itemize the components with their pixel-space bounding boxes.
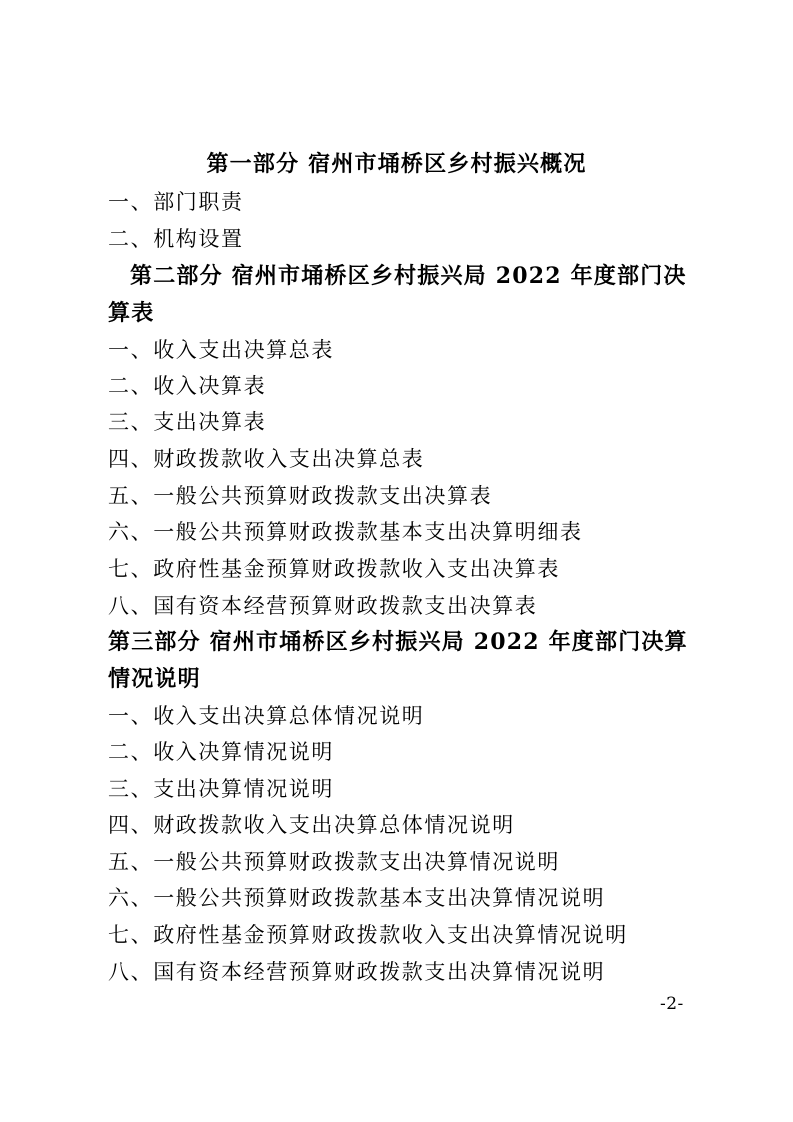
part2-heading-line1: 第二部分 宿州市埇桥区乡村振兴局 2022 年度部门决: [130, 263, 687, 289]
part3-item-3: 三、支出决算情况说明: [108, 777, 334, 801]
part3-item-8: 八、国有资本经营预算财政拨款支出决算情况说明: [108, 960, 606, 984]
part1-item-1: 一、部门职责: [108, 190, 244, 214]
part3-heading-line2: 情况说明: [108, 666, 201, 692]
part3-item-2: 二、收入决算情况说明: [108, 740, 334, 764]
part3-item-7: 七、政府性基金预算财政拨款收入支出决算情况说明: [108, 923, 628, 947]
part3-item-5: 五、一般公共预算财政拨款支出决算情况说明: [108, 850, 560, 874]
part1-item-2: 二、机构设置: [108, 227, 244, 251]
part2-item-5: 五、一般公共预算财政拨款支出决算表: [108, 484, 493, 508]
part1-heading: 第一部分 宿州市埇桥区乡村振兴概况: [206, 151, 587, 177]
part3-item-6: 六、一般公共预算财政拨款基本支出决算情况说明: [108, 886, 606, 910]
part2-item-7: 七、政府性基金预算财政拨款收入支出决算表: [108, 557, 560, 581]
part2-item-8: 八、国有资本经营预算财政拨款支出决算表: [108, 594, 538, 618]
part3-item-4: 四、财政拨款收入支出决算总体情况说明: [108, 813, 515, 837]
part3-item-1: 一、收入支出决算总体情况说明: [108, 704, 425, 728]
part2-item-2: 二、收入决算表: [108, 374, 267, 398]
part2-item-1: 一、收入支出决算总表: [108, 338, 334, 362]
part2-item-4: 四、财政拨款收入支出决算总表: [108, 447, 425, 471]
page-number: -2-: [660, 994, 684, 1014]
part3-heading-line1: 第三部分 宿州市埇桥区乡村振兴局 2022 年度部门决算: [108, 629, 688, 655]
part2-item-6: 六、一般公共预算财政拨款基本支出决算明细表: [108, 520, 583, 544]
part2-heading-line2: 算表: [108, 300, 155, 326]
part2-item-3: 三、支出决算表: [108, 410, 267, 434]
